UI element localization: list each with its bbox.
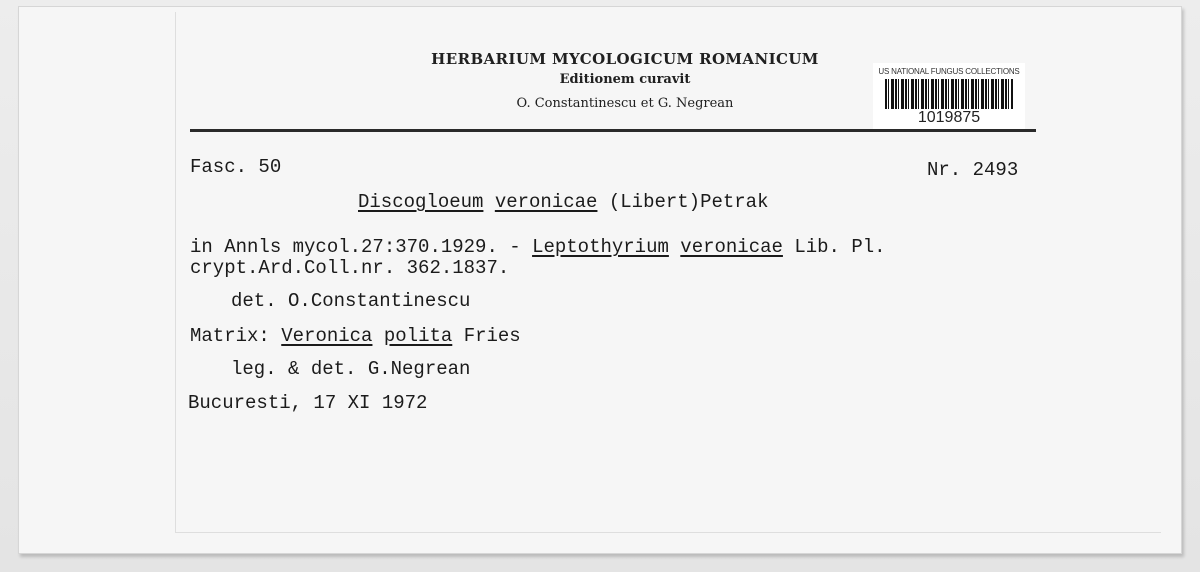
collector-line: leg. & det. G.Negrean: [231, 358, 471, 380]
exsiccata-number: Nr. 2493: [927, 159, 1019, 181]
barcode-title: US NATIONAL FUNGUS COLLECTIONS: [878, 67, 1020, 76]
synonym-genus: Leptothyrium: [532, 236, 669, 258]
institution-title: HERBARIUM MYCOLOGICUM ROMANICUM: [431, 50, 819, 68]
citation-suffix: Lib. Pl.: [794, 236, 886, 258]
species-genus: Discogloeum: [358, 191, 484, 213]
label-header: [395, 48, 855, 116]
determiner: det. O.Constantinescu: [231, 290, 471, 312]
editors-line: O. Constantinescu et G. Negrean: [516, 96, 734, 111]
species-epithet: veronicae: [494, 191, 598, 213]
fascicle: Fasc. 50: [190, 156, 282, 178]
citation-prefix: in Annls mycol.27:370.1929. -: [190, 236, 521, 258]
host-epithet: polita: [383, 325, 453, 347]
matrix-line: [190, 325, 521, 347]
header-rule: [190, 129, 1036, 132]
editionem-line: Editionem curavit: [559, 72, 691, 87]
matrix-label: Matrix:: [190, 325, 270, 347]
synonym-epithet: veronicae: [680, 236, 783, 258]
barcode-number: 1019875: [917, 109, 981, 126]
barcode-sticker: [873, 63, 1025, 129]
locality-date: Bucuresti, 17 XI 1972: [188, 392, 428, 414]
barcode-icon: [885, 79, 1013, 109]
species-author: (Libert)Petrak: [608, 191, 769, 213]
citation-line-1: [190, 236, 886, 258]
species-name: [358, 191, 769, 213]
host-genus: Veronica: [281, 325, 373, 347]
host-author: Fries: [463, 325, 521, 347]
citation-line-2: crypt.Ard.Coll.nr. 362.1837.: [190, 257, 510, 279]
